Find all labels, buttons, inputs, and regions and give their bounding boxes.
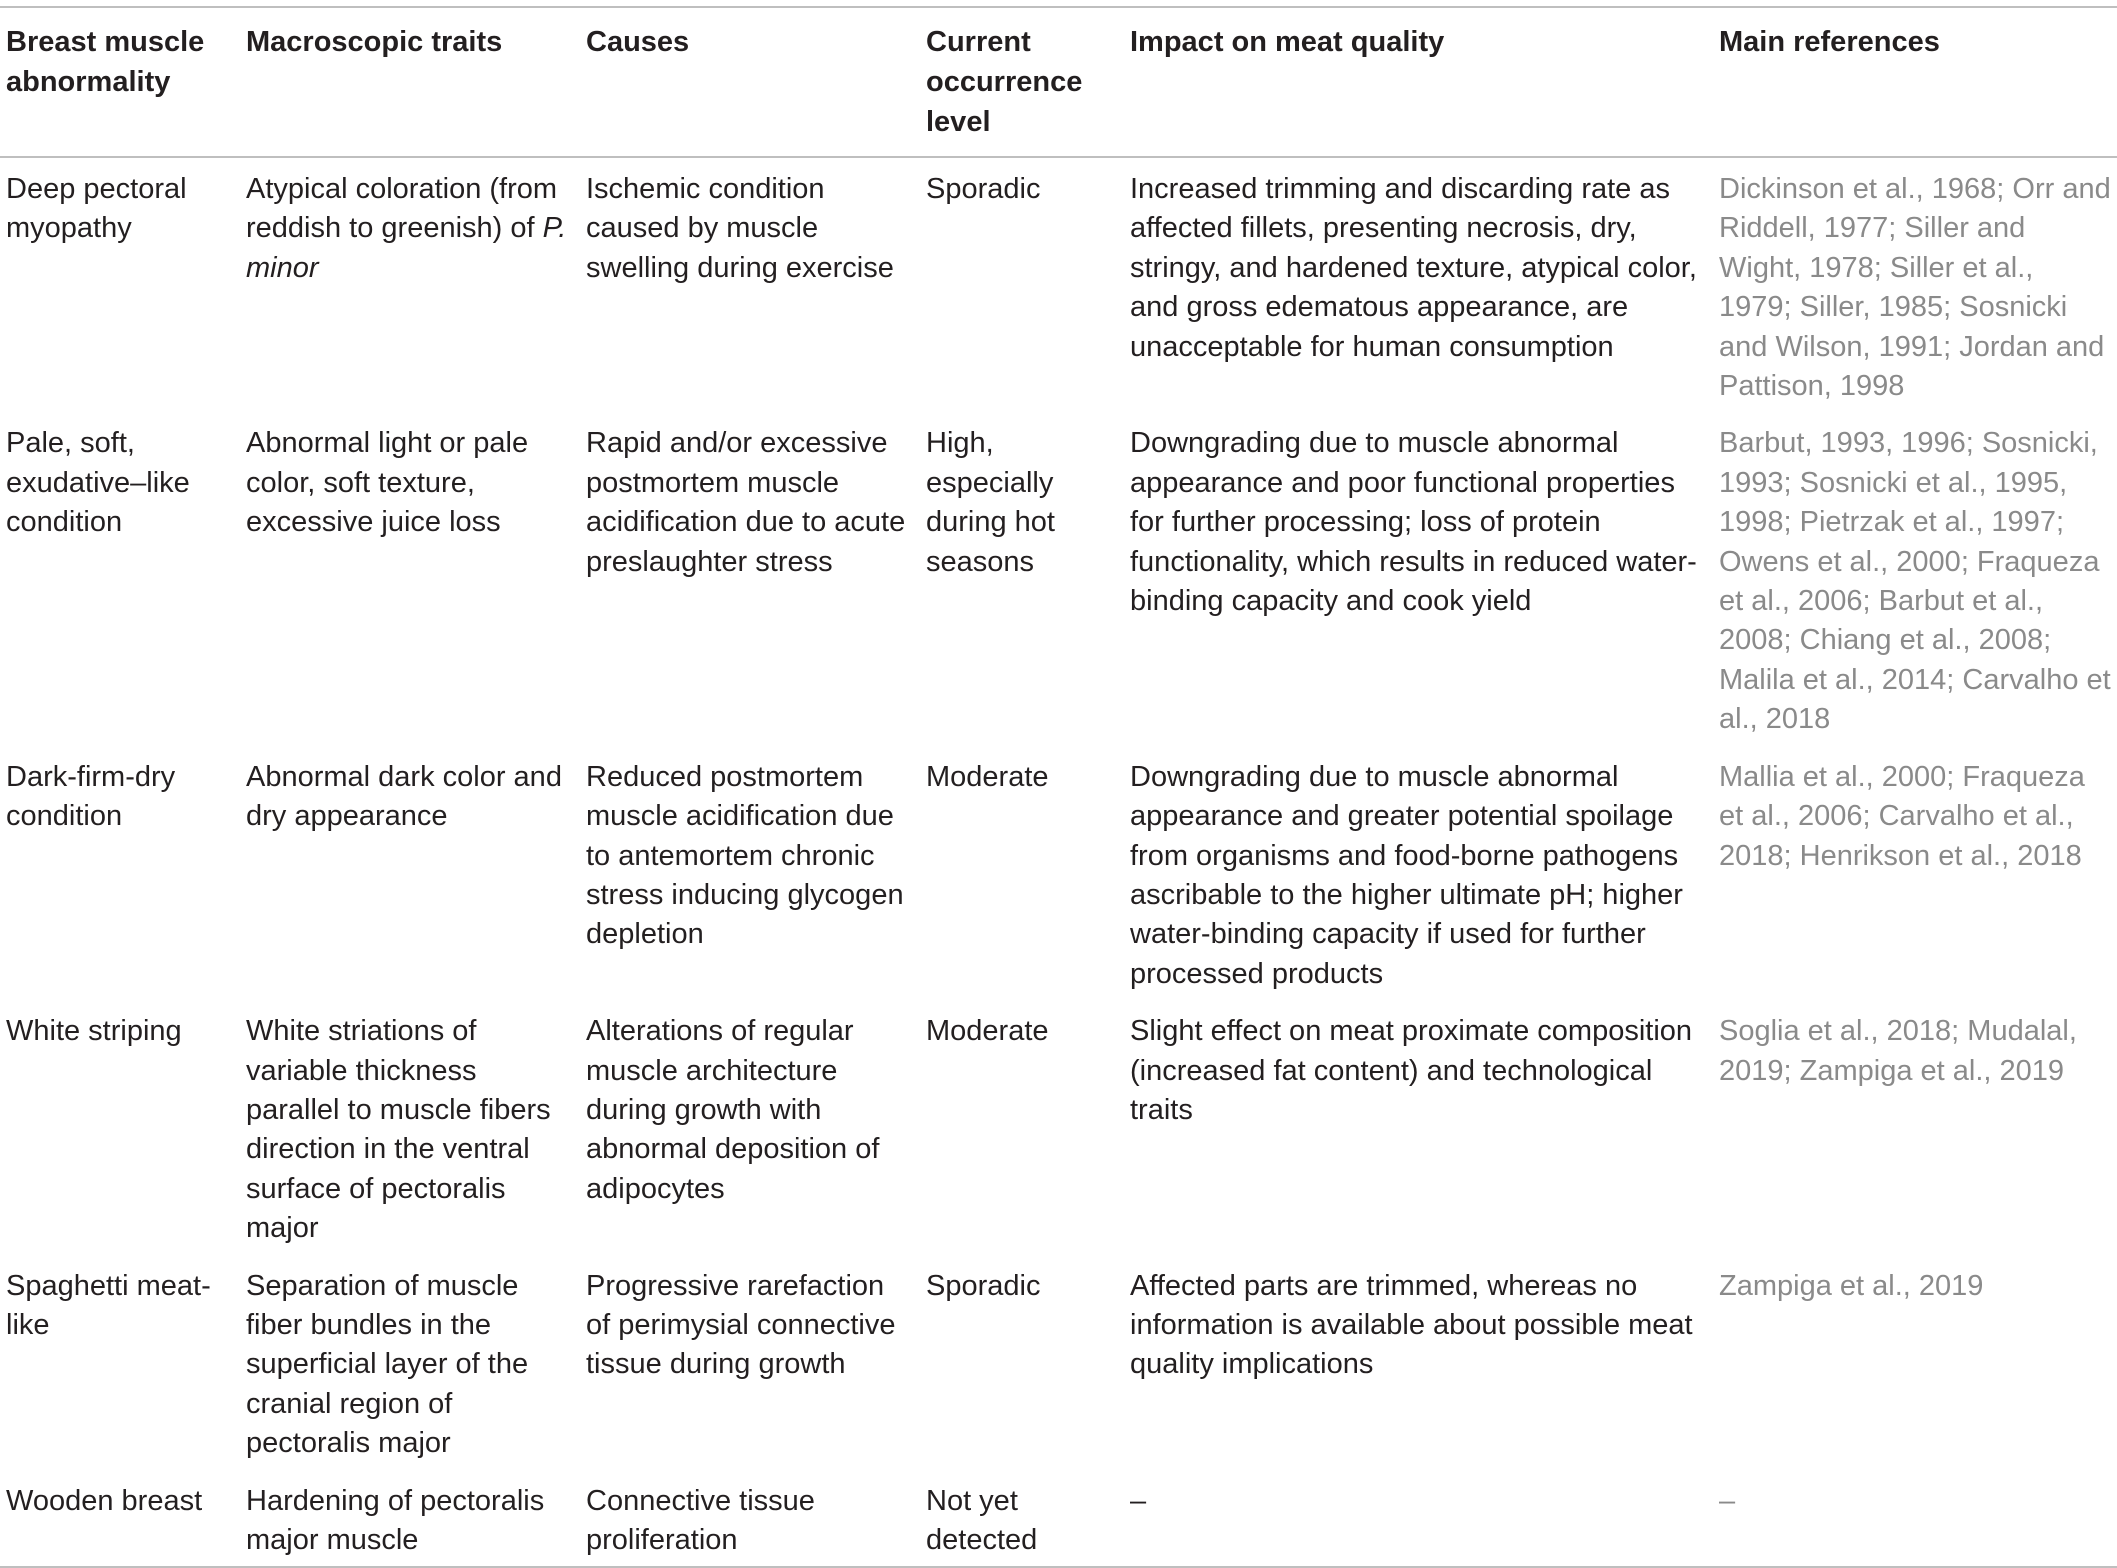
table-row <box>0 1255 2117 1470</box>
cell-references: Barbut, 1993, 1996; Sosnicki, 1993; Sosnicki et al., 1995, 1998; Pietrzak et al., 1997; Owens et al., 2000; Fraqueza et al., 2006; Barbut et al., 2008; Chiang et al., 2008; Malila et al., 2014; Carvalho et al., 2018 <box>1719 427 2111 736</box>
cell-abnormality: Dark-firm-dry condition <box>6 760 176 833</box>
cell-causes: Connective tissue proliferation <box>586 1484 815 1556</box>
cell-occurrence: Not yet detected <box>926 1484 1038 1556</box>
cell-causes: Alterations of regular muscle architecture during growth with abnormal deposition of adipocytes <box>586 1015 880 1205</box>
header-causes: Causes <box>586 26 690 58</box>
cell-impact: – <box>1130 1484 1147 1517</box>
cell-references: Dickinson et al., 1968; Orr and Riddell, 1977; Siller and Wight, 1978; Siller et al., 1979; Siller, 1985; Sosnicki and Wilson, 1991; Jordan and Pattison, 1998 <box>1719 173 2111 403</box>
table-row <box>0 412 2117 745</box>
cell-traits: Hardening of pectoralis major muscle <box>246 1484 545 1556</box>
traits-species-italic: P. minor <box>246 212 567 284</box>
header-occurrence: Current occurrence level <box>926 26 1083 138</box>
cell-impact: Slight effect on meat proximate composition (increased fat content) and technological traits <box>1130 1015 1693 1126</box>
table-row <box>0 157 2117 412</box>
cell-impact: Increased trimming and discarding rate as affected fillets, presenting necrosis, dry, stringy, and hardened texture, atypical color, and gross edematous appearance, are unacceptable for human consumption <box>1130 173 1697 363</box>
cell-occurrence: Sporadic <box>926 1269 1041 1302</box>
cell-references: – <box>1719 1484 1736 1517</box>
table-row <box>0 1470 2117 1568</box>
cell-impact: Affected parts are trimmed, whereas no information is available about possible meat quality implications <box>1130 1269 1693 1381</box>
table-header <box>0 7 2117 157</box>
cell-abnormality: Pale, soft, exudative–like condition <box>6 427 190 539</box>
cell-traits: Abnormal dark color and dry appearance <box>246 760 562 833</box>
cell-causes: Ischemic condition caused by muscle swelling during exercise <box>586 173 894 284</box>
cell-impact: Downgrading due to muscle abnormal appearance and greater potential spoilage from organisms and food-borne pathogens ascribable to the higher ultimate pH; higher water-binding capacity if used for further processed products <box>1130 760 1683 990</box>
header-traits: Macroscopic traits <box>246 26 503 58</box>
cell-causes: Rapid and/or excessive postmortem muscle acidification due to acute preslaughter stress <box>586 427 906 578</box>
cell-traits: Abnormal light or pale color, soft texture, excessive juice loss <box>246 427 529 539</box>
cell-traits <box>240 157 580 412</box>
abnormalities-table-container <box>0 6 2117 1568</box>
table-row <box>0 1000 2117 1254</box>
cell-abnormality: Wooden breast <box>6 1484 203 1517</box>
header-row <box>0 7 2117 157</box>
header-impact: Impact on meat quality <box>1130 26 1445 58</box>
header-references: Main references <box>1719 26 1940 58</box>
cell-abnormality: Spaghetti meat-like <box>6 1269 211 1341</box>
header-abnormality: Breast muscle abnormality <box>6 26 205 98</box>
cell-abnormality: White striping <box>6 1015 182 1048</box>
cell-abnormality: Deep pectoral myopathy <box>6 173 187 245</box>
cell-impact: Downgrading due to muscle abnormal appearance and poor functional properties for further processing; loss of protein functionality, which results in reduced water-binding capacity and cook yield <box>1130 427 1697 618</box>
cell-occurrence: High, especially during hot seasons <box>926 427 1055 578</box>
cell-traits: White striations of variable thickness parallel to muscle fibers direction in the ventral surface of pectoralis major <box>246 1015 551 1245</box>
cell-occurrence: Moderate <box>926 1015 1049 1048</box>
cell-causes: Progressive rarefaction of perimysial connective tissue during growth <box>586 1269 896 1381</box>
cell-references: Soglia et al., 2018; Mudalal, 2019; Zampiga et al., 2019 <box>1719 1015 2077 1087</box>
cell-occurrence: Moderate <box>926 760 1049 793</box>
cell-references: Mallia et al., 2000; Fraqueza et al., 2006; Carvalho et al., 2018; Henrikson et al., 2018 <box>1719 760 2085 872</box>
table-row <box>0 746 2117 1000</box>
breast-muscle-abnormalities-table <box>0 6 2117 1568</box>
traits-text: Atypical coloration (from reddish to greenish) of <box>246 173 558 245</box>
cell-occurrence: Sporadic <box>926 173 1041 205</box>
cell-references: Zampiga et al., 2019 <box>1719 1269 1984 1302</box>
cell-causes: Reduced postmortem muscle acidification due to antemortem chronic stress inducing glycogen depletion <box>586 760 904 951</box>
table-body <box>0 157 2117 1567</box>
cell-traits: Separation of muscle fiber bundles in the superficial layer of the cranial region of pectoralis major <box>246 1269 529 1460</box>
